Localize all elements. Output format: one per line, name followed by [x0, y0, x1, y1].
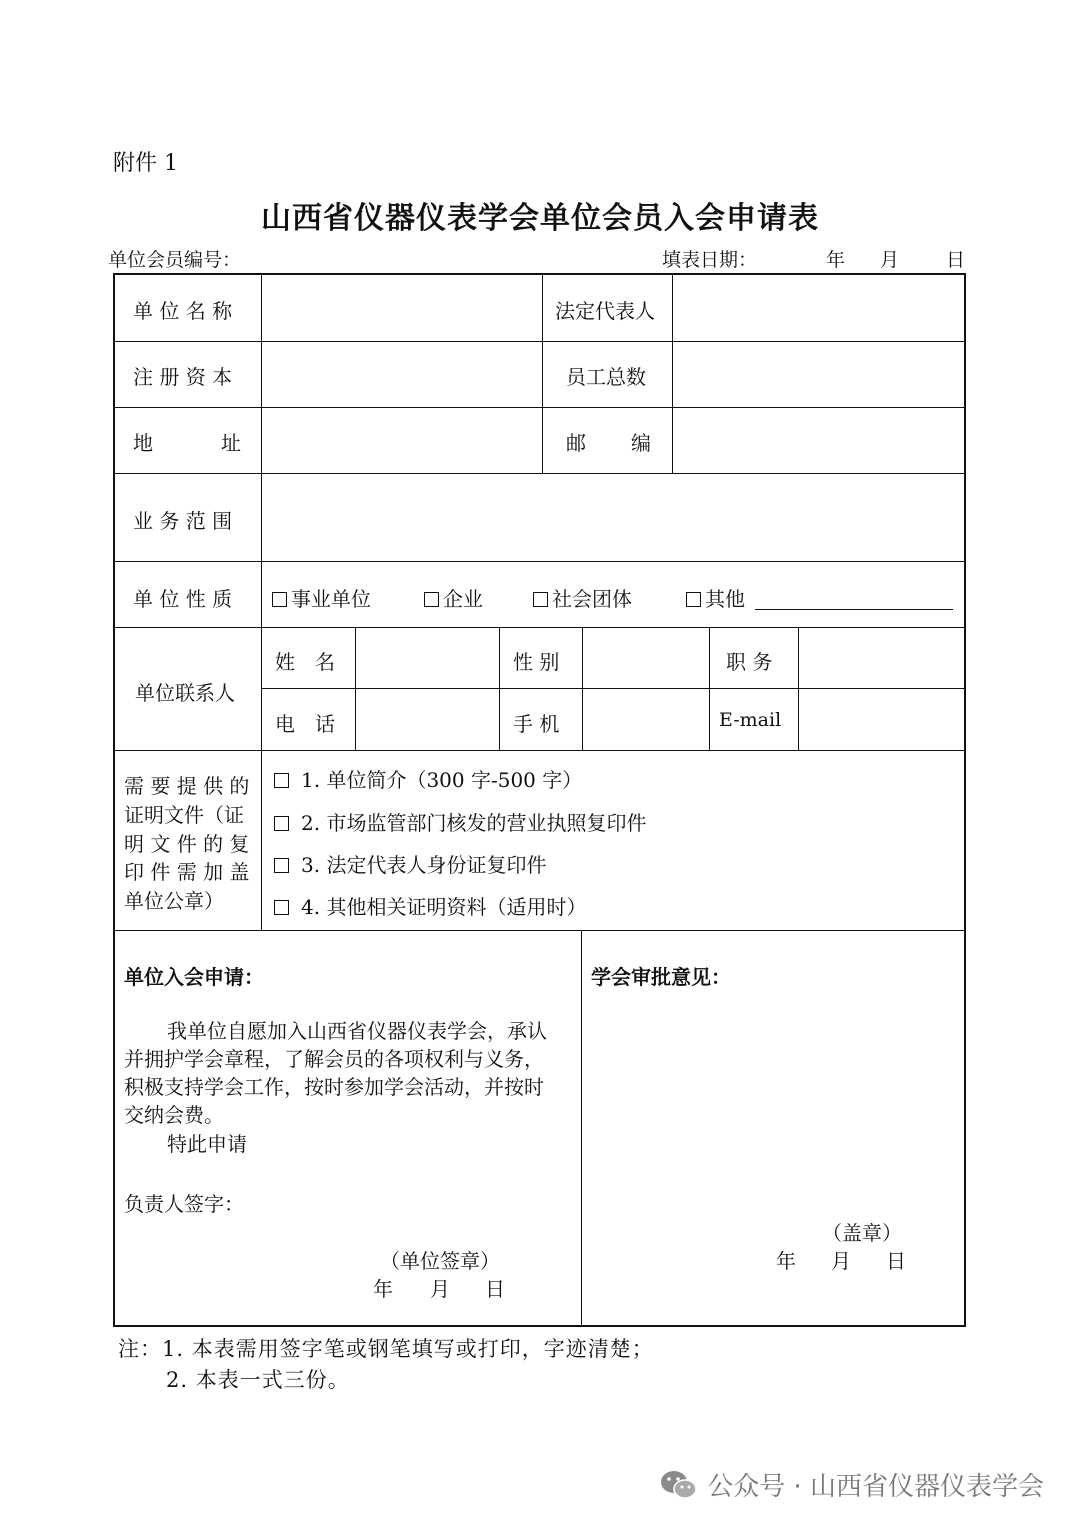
- unit-nature-label: 单 位 性 质: [133, 587, 233, 611]
- annex-label: 附件 1: [113, 151, 178, 176]
- member-no-label: 单位会员编号：: [108, 249, 242, 271]
- total-staff-label: 员工总数: [566, 365, 646, 389]
- checkbox-icon: [686, 592, 701, 607]
- doc-item-3[interactable]: 3. 法定代表人身份证复印件: [274, 849, 546, 878]
- docs-label-1: 需 要 提 供 的: [124, 774, 250, 798]
- docs-label-3: 明 文 件 的 复: [124, 832, 250, 856]
- nature-option-other[interactable]: 其他: [686, 583, 953, 612]
- apply-date-day: 日: [485, 1277, 505, 1301]
- watermark: [659, 1466, 1044, 1503]
- contact-mobile-label: 手 机: [513, 712, 560, 736]
- checkbox-icon: [274, 816, 289, 831]
- checkbox-icon: [272, 592, 287, 607]
- approve-date-month: 月: [831, 1249, 851, 1273]
- address-label-a: 地: [133, 431, 153, 455]
- checkbox-icon: [424, 592, 439, 607]
- form-title: 山西省仪器仪表学会单位会员入会申请表: [261, 201, 819, 236]
- contact-gender-label: 性 别: [513, 650, 560, 674]
- checkbox-icon: [274, 858, 289, 873]
- business-scope-label: 业 务 范 围: [133, 509, 233, 533]
- apply-text-3: 积极支持学会工作，按时参加学会活动，并按时: [124, 1075, 544, 1099]
- checkbox-icon: [274, 773, 289, 788]
- contact-label: 单位联系人: [135, 681, 235, 705]
- unit-name-label: 单 位 名 称: [133, 299, 233, 323]
- approve-date-day: 日: [886, 1249, 906, 1273]
- date-month: 月: [880, 249, 900, 271]
- apply-date-month: 月: [430, 1277, 450, 1301]
- docs-label-5: 单位公章）: [124, 889, 224, 913]
- contact-phone-label: 电 话: [275, 712, 335, 736]
- other-blank-line: [755, 593, 953, 610]
- approve-date-year: 年: [776, 1249, 796, 1273]
- doc-item-1[interactable]: 1. 单位简介（300 字-500 字）: [274, 764, 582, 793]
- apply-text-4: 交纳会费。: [124, 1103, 224, 1127]
- nature-option-public[interactable]: 事业单位: [272, 583, 371, 612]
- apply-date-year: 年: [373, 1277, 393, 1301]
- note-line-2: 2. 本表一式三份。: [166, 1368, 350, 1392]
- reg-capital-label: 注 册 资 本: [133, 365, 233, 389]
- apply-text-2: 并拥护学会章程，了解会员的各项权利与义务，: [124, 1047, 544, 1071]
- date-label: 填表日期：: [662, 249, 758, 271]
- doc-item-4[interactable]: 4. 其他相关证明资料（适用时）: [274, 891, 586, 920]
- docs-label-4: 印 件 需 加 盖: [124, 860, 250, 884]
- note-line-1: 注：1. 本表需用签字笔或钢笔填写或打印，字迹清楚；: [118, 1337, 654, 1361]
- checkbox-icon: [274, 900, 289, 915]
- contact-name-label: 姓 名: [275, 650, 335, 674]
- date-day: 日: [946, 249, 966, 271]
- seal-label: （盖章）: [822, 1221, 902, 1245]
- nature-option-association[interactable]: 社会团体: [533, 583, 632, 612]
- signer-label: 负责人签字：: [124, 1192, 244, 1216]
- apply-text-5: 特此申请: [167, 1132, 247, 1156]
- nature-option-enterprise[interactable]: 企业: [424, 583, 483, 612]
- checkbox-icon: [533, 592, 548, 607]
- wechat-icon: [659, 1468, 699, 1502]
- date-year: 年: [826, 249, 846, 271]
- postcode-label-b: 编: [631, 431, 651, 455]
- postcode-label-a: 邮: [566, 431, 586, 455]
- approve-title: 学会审批意见：: [591, 965, 731, 989]
- legal-rep-label: 法定代表人: [555, 299, 655, 323]
- apply-text-1: 我单位自愿加入山西省仪器仪表学会，承认: [167, 1019, 547, 1043]
- doc-item-2[interactable]: 2. 市场监管部门核发的营业执照复印件: [274, 807, 646, 836]
- apply-title: 单位入会申请：: [124, 965, 264, 989]
- address-label-b: 址: [221, 431, 241, 455]
- contact-position-label: 职 务: [726, 650, 773, 674]
- unit-seal-label: （单位签章）: [380, 1249, 500, 1273]
- docs-label-2: 证明文件（证: [124, 803, 244, 827]
- watermark-text: 公众号 · 山西省仪器仪表学会: [707, 1472, 1044, 1502]
- application-form: [113, 273, 966, 1327]
- contact-email-label: E-mail: [719, 709, 782, 731]
